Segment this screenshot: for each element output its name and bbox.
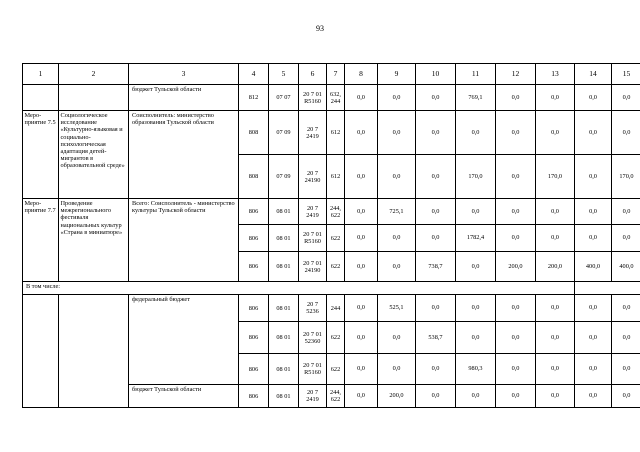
event-name: Проведение межрегионального фестиваля национальных культур «Страна в миниатюре»: [59, 199, 129, 282]
kbk-gr-code: 806: [239, 354, 269, 385]
value-cell: 0,0: [612, 295, 640, 322]
kbk-section-code: 07 09: [269, 111, 299, 155]
value-cell: 0,0: [496, 199, 536, 225]
value-cell: 170,0: [456, 155, 496, 199]
kbk-expense-type: 632, 244: [327, 85, 345, 111]
subtotal-row: [23, 282, 640, 295]
value-cell: 0,0: [345, 225, 378, 252]
kbk-section-code: 08 01: [269, 252, 299, 282]
value-cell: 0,0: [378, 111, 416, 155]
kbk-target-code: 20 7 2419: [299, 385, 327, 408]
value-cell: 0,0: [456, 199, 496, 225]
kbk-section-code: 08 01: [269, 385, 299, 408]
kbk-target-code: 20 7 2419: [299, 111, 327, 155]
value-cell: 0,0: [345, 295, 378, 322]
value-cell: 0,0: [575, 111, 612, 155]
value-cell: 0,0: [416, 85, 456, 111]
value-cell: 0,0: [416, 225, 456, 252]
kbk-gr-code: 808: [239, 111, 269, 155]
value-cell: 0,0: [496, 322, 536, 354]
value-cell: 0,0: [536, 85, 575, 111]
value-cell: 400,0: [612, 252, 640, 282]
value-cell: 0,0: [575, 85, 612, 111]
kbk-gr-code: 806: [239, 295, 269, 322]
value-cell: 0,0: [612, 225, 640, 252]
value-cell: 0,0: [345, 322, 378, 354]
value-cell: 0,0: [378, 225, 416, 252]
table-row: [23, 85, 640, 111]
value-cell: 0,0: [416, 199, 456, 225]
kbk-section-code: 08 01: [269, 225, 299, 252]
value-cell: 0,0: [345, 385, 378, 408]
kbk-target-code: 20 7 24190: [299, 155, 327, 199]
kbk-expense-type: 622: [327, 322, 345, 354]
kbk-target-code: 20 7 01 R5160: [299, 354, 327, 385]
value-cell: 400,0: [575, 252, 612, 282]
value-cell: 0,0: [345, 252, 378, 282]
value-cell: 0,0: [456, 252, 496, 282]
value-cell: 525,1: [378, 295, 416, 322]
kbk-target-code: 20 7 01 R5160: [299, 85, 327, 111]
value-cell: 0,0: [575, 155, 612, 199]
value-cell: 0,0: [345, 199, 378, 225]
value-cell: 0,0: [496, 295, 536, 322]
header-cell: 7: [327, 64, 345, 85]
value-cell: 0,0: [378, 252, 416, 282]
header-cell: 3: [129, 64, 239, 85]
value-cell: 0,0: [345, 155, 378, 199]
value-cell: 725,1: [378, 199, 416, 225]
kbk-expense-type: 612: [327, 111, 345, 155]
kbk-gr-code: 806: [239, 199, 269, 225]
value-cell: 0,0: [496, 354, 536, 385]
header-cell: 4: [239, 64, 269, 85]
kbk-section-code: 08 01: [269, 354, 299, 385]
value-cell: 0,0: [378, 322, 416, 354]
value-cell: 0,0: [345, 85, 378, 111]
value-cell: 0,0: [496, 155, 536, 199]
value-cell: 0,0: [536, 111, 575, 155]
kbk-expense-type: 622: [327, 252, 345, 282]
value-cell: 0,0: [456, 295, 496, 322]
header-cell: 13: [536, 64, 575, 85]
kbk-section-code: 07 07: [269, 85, 299, 111]
value-cell: 0,0: [456, 111, 496, 155]
value-cell: 200,0: [378, 385, 416, 408]
value-cell: 769,1: [456, 85, 496, 111]
value-cell: 0,0: [456, 385, 496, 408]
kbk-expense-type: 244, 622: [327, 199, 345, 225]
kbk-gr-code: 812: [239, 85, 269, 111]
kbk-target-code: 20 7 2419: [299, 199, 327, 225]
value-cell: 0,0: [575, 199, 612, 225]
header-row: [23, 64, 640, 85]
event-name: Социологическое исследование «Культурно-языковая и социально-психологическая адаптация детей-мигрантов в образовательной среде»: [59, 111, 129, 199]
kbk-target-code: 20 7 01 R5160: [299, 225, 327, 252]
value-cell: 200,0: [496, 252, 536, 282]
value-cell: 0,0: [416, 111, 456, 155]
value-cell: 0,0: [345, 111, 378, 155]
kbk-gr-code: 808: [239, 155, 269, 199]
value-cell: 0,0: [612, 199, 640, 225]
value-cell: 0,0: [456, 322, 496, 354]
kbk-gr-code: 806: [239, 252, 269, 282]
event-id: Меро-приятие 7.7: [23, 199, 59, 282]
value-cell: 0,0: [536, 225, 575, 252]
kbk-gr-code: 806: [239, 385, 269, 408]
value-cell: 0,0: [496, 385, 536, 408]
value-cell: 0,0: [612, 385, 640, 408]
kbk-target-code: 20 7 01 24190: [299, 252, 327, 282]
kbk-target-code: 20 7 5236: [299, 295, 327, 322]
value-cell: 738,7: [416, 252, 456, 282]
kbk-expense-type: 612: [327, 155, 345, 199]
value-cell: 538,7: [416, 322, 456, 354]
source-label: федеральный бюджет: [129, 295, 239, 385]
value-cell: 0,0: [575, 354, 612, 385]
event-id: Меро-приятие 7.5: [23, 111, 59, 199]
kbk-gr-code: 806: [239, 225, 269, 252]
header-cell: 6: [299, 64, 327, 85]
header-cell: 11: [456, 64, 496, 85]
source-label: Соисполнитель: министерство образования Тульской области: [129, 111, 239, 199]
value-cell: 0,0: [575, 225, 612, 252]
value-cell: 0,0: [536, 322, 575, 354]
header-cell: 8: [345, 64, 378, 85]
table-row: [23, 199, 640, 225]
budget-table: [22, 63, 640, 408]
header-cell: 9: [378, 64, 416, 85]
event-name: [59, 295, 129, 408]
value-cell: 0,0: [345, 354, 378, 385]
kbk-target-code: 20 7 01 52360: [299, 322, 327, 354]
value-cell: 1782,4: [456, 225, 496, 252]
header-cell: 2: [59, 64, 129, 85]
header-cell: 5: [269, 64, 299, 85]
kbk-section-code: 08 01: [269, 199, 299, 225]
table-row: [23, 111, 640, 155]
value-cell: 170,0: [612, 155, 640, 199]
value-cell: 200,0: [536, 252, 575, 282]
header-cell: 12: [496, 64, 536, 85]
header-cell: 15: [612, 64, 640, 85]
value-cell: 0,0: [496, 225, 536, 252]
value-cell: 0,0: [612, 322, 640, 354]
value-cell: 0,0: [536, 354, 575, 385]
kbk-section-code: 07 09: [269, 155, 299, 199]
source-label: бюджет Тульской области: [129, 85, 239, 111]
value-cell: 0,0: [612, 354, 640, 385]
value-cell: 0,0: [378, 155, 416, 199]
header-cell: 10: [416, 64, 456, 85]
value-cell: 0,0: [536, 385, 575, 408]
value-cell: 0,0: [612, 85, 640, 111]
kbk-section-code: 08 01: [269, 322, 299, 354]
value-cell: 0,0: [496, 111, 536, 155]
kbk-expense-type: 244: [327, 295, 345, 322]
value-cell: 0,0: [496, 85, 536, 111]
source-label: В том числе:: [23, 282, 575, 295]
value-cell: 0,0: [416, 155, 456, 199]
source-label: Всего: Соисполнитель - министерство культуры Тульской области: [129, 199, 239, 282]
kbk-expense-type: 622: [327, 225, 345, 252]
header-cell: 1: [23, 64, 59, 85]
kbk-section-code: 08 01: [269, 295, 299, 322]
value-cell: 0,0: [416, 295, 456, 322]
value-cell: 0,0: [575, 295, 612, 322]
value-cell: 170,0: [536, 155, 575, 199]
page-number: 93: [316, 24, 324, 33]
table-row: [23, 295, 640, 322]
event-name: [59, 85, 129, 111]
value-cell: 0,0: [536, 199, 575, 225]
value-cell: 0,0: [416, 385, 456, 408]
value-cell: 0,0: [536, 295, 575, 322]
value-cell: 980,3: [456, 354, 496, 385]
value-cell: 0,0: [416, 354, 456, 385]
header-cell: 14: [575, 64, 612, 85]
value-cell: 0,0: [612, 111, 640, 155]
event-id: [23, 295, 59, 408]
source-label: бюджет Тульской области: [129, 385, 239, 408]
kbk-expense-type: 622: [327, 354, 345, 385]
value-cell: 0,0: [575, 322, 612, 354]
kbk-gr-code: 806: [239, 322, 269, 354]
value-cell: 0,0: [575, 385, 612, 408]
event-id: [23, 85, 59, 111]
value-cell: 0,0: [378, 85, 416, 111]
kbk-expense-type: 244, 622: [327, 385, 345, 408]
value-cell: 0,0: [378, 354, 416, 385]
